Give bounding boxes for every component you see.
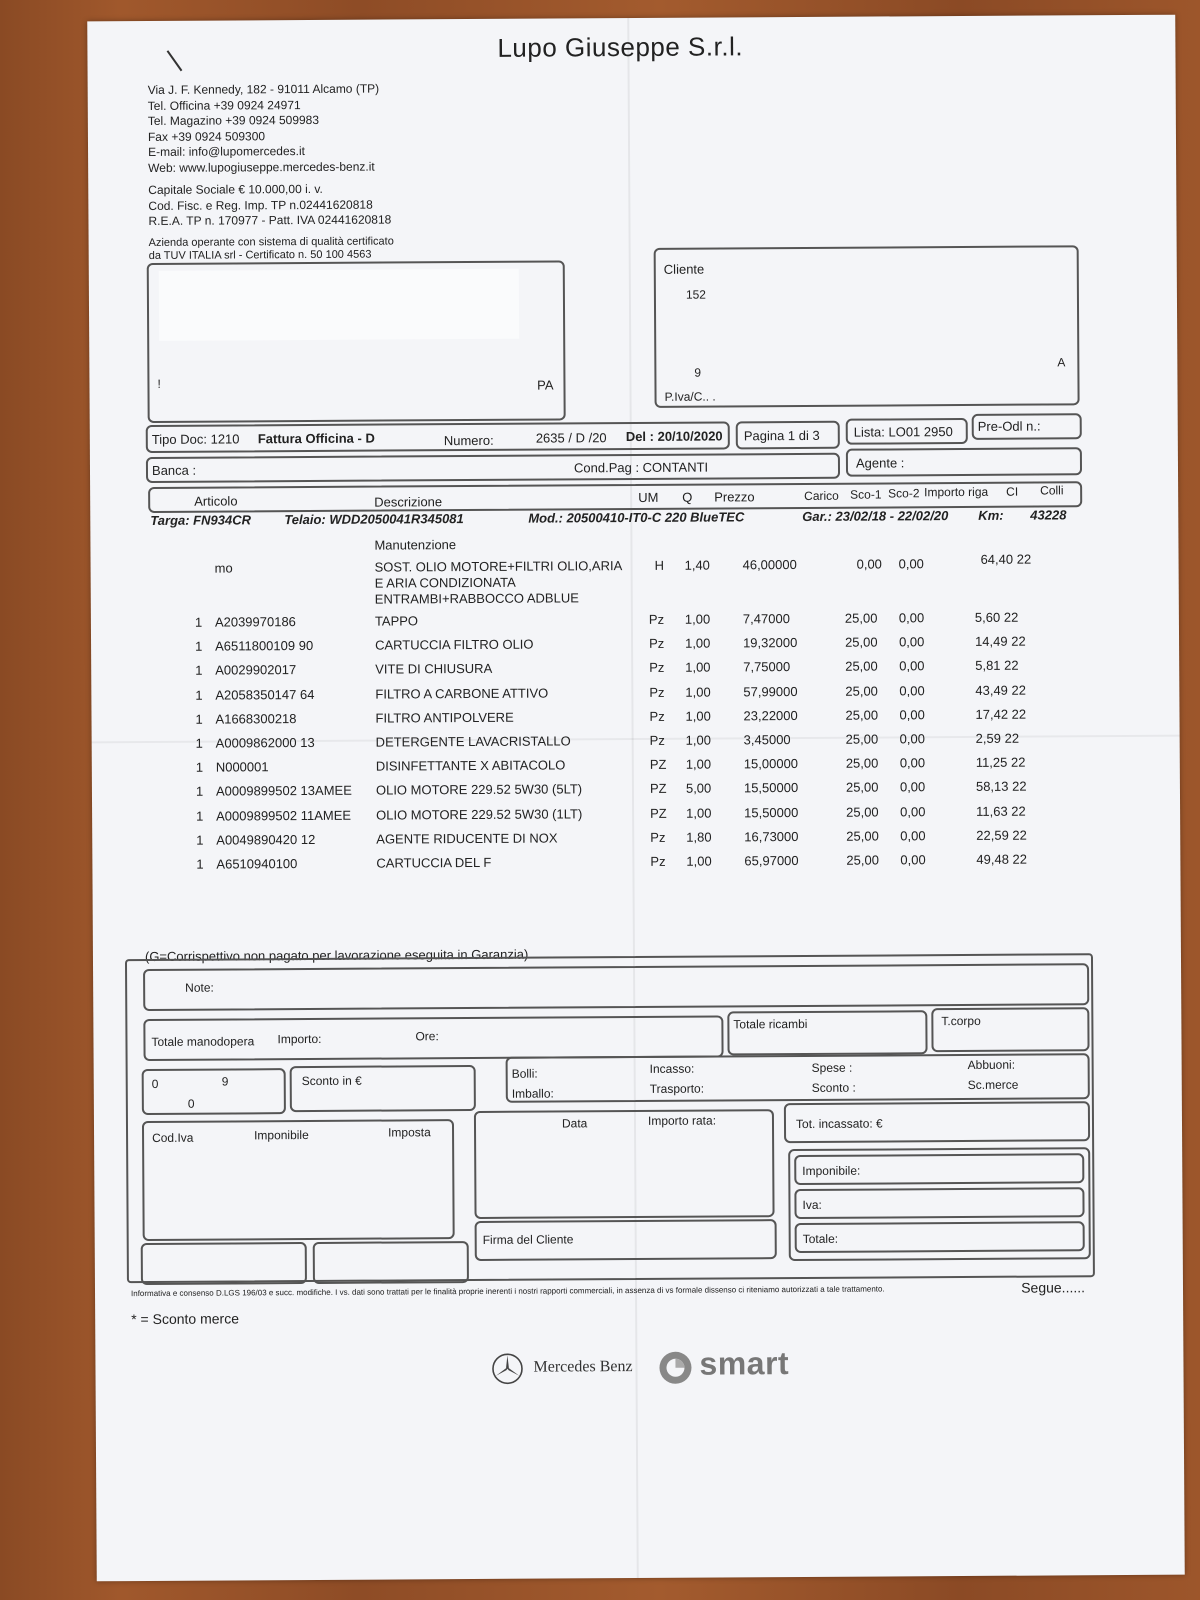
item-sc1: 25,00 <box>846 804 879 820</box>
company-name: Lupo Giuseppe S.r.l. <box>497 31 744 63</box>
item-price: 23,22000 <box>743 707 798 724</box>
agente-box <box>846 447 1082 476</box>
header-colli: Colli <box>1040 483 1064 498</box>
banca-row <box>146 453 840 483</box>
item-code: A0009899502 13AMEE <box>215 783 352 799</box>
values-box <box>142 1068 286 1115</box>
note-label: Note: <box>185 980 214 995</box>
header-carico: Carico <box>804 488 839 503</box>
company-cod-fisc: Cod. Fisc. e Reg. Imp. TP n.02441620818 <box>148 197 373 213</box>
table-row <box>155 633 1085 661</box>
item-q: 1,00 <box>685 756 712 772</box>
company-tel-magazino: Tel. Magazino +39 0924 509983 <box>147 112 320 128</box>
section-title: Manutenzione <box>374 537 457 553</box>
rate-box <box>474 1109 775 1219</box>
smart-brand: smart <box>699 1345 790 1382</box>
sconto-merce-note: * = Sconto merce <box>131 1310 240 1328</box>
item-sc2: 0,00 <box>900 803 926 819</box>
header-um: UM <box>638 489 659 505</box>
tcorpo-label: T.corpo <box>941 1013 981 1029</box>
item-code: A0049890420 12 <box>216 831 316 848</box>
totale-manodopera-label: Totale manodopera <box>151 1034 255 1049</box>
customer-line-right: A <box>1057 355 1066 370</box>
item-um: PZ <box>649 781 667 797</box>
imposta-label: Imposta <box>387 1125 431 1140</box>
item-sc2: 0,00 <box>900 852 926 868</box>
item-um: Pz <box>648 611 665 627</box>
imponibile-box <box>794 1153 1084 1185</box>
item-um: PZ <box>649 757 667 773</box>
pre-odl-box <box>972 413 1082 440</box>
item-q: 1,00 <box>685 635 711 651</box>
item-desc: DETERGENTE LAVACRISTALLO <box>375 733 571 750</box>
brand-logos <box>491 1341 1051 1404</box>
item-price: 15,00000 <box>743 756 799 772</box>
totale-ricambi-label: Totale ricambi <box>733 1016 808 1032</box>
vehicle-model: Mod.: 20500410-IT0-C 220 BlueTEC <box>528 509 745 526</box>
imponibile-col-label: Imponibile <box>254 1128 309 1143</box>
item-sc2: 0,00 <box>899 755 926 771</box>
item-code: A0029902017 <box>215 662 297 678</box>
labor-code: mo <box>214 560 233 576</box>
item-code: A0009862000 13 <box>215 734 315 751</box>
header-importo: Importo riga <box>924 484 989 500</box>
item-imp: 5,60 22 <box>974 609 1019 625</box>
invoice-paper <box>87 15 1185 1582</box>
item-sc1: 25,00 <box>845 634 878 650</box>
iva-table-box <box>142 1119 455 1241</box>
item-sc1: 25,00 <box>845 731 879 747</box>
bolli-box <box>506 1053 1090 1103</box>
item-qty: 1 <box>196 832 204 848</box>
item-q: 5,00 <box>685 780 712 797</box>
item-imp: 49,48 22 <box>976 851 1028 867</box>
customer-line-2: 9 <box>694 365 702 380</box>
cert-line-2: da TUV ITALIA srl - Certificato n. 50 100 4563 <box>148 248 372 262</box>
item-desc: AGENTE RIDUCENTE DI NOX <box>376 830 558 847</box>
totale-manodopera-box <box>143 1015 723 1061</box>
item-qty: 1 <box>195 663 203 679</box>
tcorpo-box <box>931 1007 1089 1052</box>
labor-sc2: 0,00 <box>898 556 924 572</box>
table-row <box>155 609 1085 637</box>
vehicle-warranty: Gar.: 23/02/18 - 22/02/20 <box>802 508 949 524</box>
bottom-box-2 <box>313 1241 469 1284</box>
table-row <box>156 754 1086 782</box>
item-sc2: 0,00 <box>899 658 925 674</box>
cod-iva-label: Cod.Iva <box>152 1130 194 1145</box>
garanzia-note: (G=Corrispettivo non pagato per lavorazione eseguita in Garanzia) <box>144 946 529 965</box>
value-0: 0 <box>151 1076 159 1091</box>
company-tel-officina: Tel. Officina +39 0924 24971 <box>147 97 301 113</box>
item-price: 15,50000 <box>743 780 799 796</box>
item-q: 1,00 <box>685 732 712 748</box>
item-qty: 1 <box>195 784 204 800</box>
vehicle-km: 43228 <box>1030 507 1067 523</box>
sconto-label: Sconto : <box>811 1080 856 1095</box>
company-address: Via J. F. Kennedy, 182 - 91011 Alcamo (TP) <box>147 81 380 97</box>
item-code: A1668300218 <box>215 710 297 727</box>
item-um: Pz <box>650 853 666 869</box>
item-imp: 11,25 22 <box>975 754 1026 771</box>
item-code: A0009899502 11AMEE <box>216 807 352 824</box>
final-totals-box <box>788 1147 1091 1261</box>
item-code: A2039970186 <box>214 614 296 630</box>
header-sco2: Sco-2 <box>888 486 920 501</box>
page-indicator: Pagina 1 di 3 <box>743 427 820 444</box>
item-q: 1,00 <box>686 853 712 869</box>
labor-sc1: 0,00 <box>856 556 882 572</box>
redacted-area <box>159 269 519 341</box>
labor-um: H <box>654 557 665 573</box>
item-imp: 22,59 22 <box>976 827 1027 843</box>
ore-label: Ore: <box>415 1029 439 1044</box>
item-imp: 5,81 22 <box>975 658 1019 674</box>
doc-type-name: Fattura Officina - D <box>257 430 375 447</box>
item-code: A2058350147 64 <box>215 686 315 703</box>
item-q: 1,00 <box>685 659 711 676</box>
segue-label: Segue...... <box>1021 1279 1086 1296</box>
item-price: 3,45000 <box>743 732 791 748</box>
item-price: 16,73000 <box>744 828 799 845</box>
trasporto-label: Trasporto: <box>649 1081 705 1096</box>
item-um: Pz <box>650 829 666 845</box>
table-row <box>156 730 1086 758</box>
item-sc2: 0,00 <box>900 828 926 844</box>
item-qty: 1 <box>195 711 203 727</box>
banca-label: Banca : <box>151 462 197 478</box>
item-sc2: 0,00 <box>898 610 925 626</box>
totals-section <box>125 953 1095 1283</box>
value-9: 9 <box>221 1074 229 1089</box>
item-imp: 11,63 22 <box>976 803 1026 819</box>
doc-type-row <box>146 421 730 453</box>
item-qty: 1 <box>194 614 203 630</box>
sconto-box <box>290 1065 476 1112</box>
item-price: 57,99000 <box>743 683 798 699</box>
lista: Lista: LO01 2950 <box>853 424 953 440</box>
item-code: A6511800109 90 <box>215 638 314 654</box>
spese-label: Spese : <box>811 1060 853 1075</box>
pre-odl: Pre-Odl n.: <box>977 418 1041 434</box>
totale-box <box>795 1221 1085 1253</box>
pen-mark-icon <box>165 49 185 73</box>
item-q: 1,00 <box>685 708 711 724</box>
doc-number: 2635 / D /20 <box>535 430 607 446</box>
bolli-label: Bolli: <box>511 1066 538 1081</box>
header-q: Q <box>682 489 693 505</box>
labor-importo: 64,40 22 <box>980 551 1032 567</box>
item-qty: 1 <box>195 759 204 775</box>
item-desc: VITE DI CHIUSURA <box>375 661 493 677</box>
item-price: 65,97000 <box>744 853 799 869</box>
item-sc2: 0,00 <box>899 634 925 650</box>
labor-desc-3: ENTRAMBI+RABBOCCO ADBLUE <box>374 590 579 607</box>
company-web: Web: www.lupogiuseppe.mercedes-benz.it <box>148 159 375 175</box>
header-ci: CI <box>1006 484 1019 499</box>
scmerce-label: Sc.merce <box>967 1077 1019 1092</box>
company-certification <box>149 235 394 262</box>
item-sc1: 25,00 <box>846 828 879 844</box>
agente-label: Agente : <box>855 455 905 471</box>
privacy-notice: Informativa e consenso D.LGS 196/03 e succ. modifiche. I vs. dati sono trattati per le finalità proprie inerenti i nostri rapporti commerciali, in assenza di vs formale dissenso ci riteniamo autorizzati a tale trattamento. <box>130 1284 885 1299</box>
item-price: 7,47000 <box>742 611 790 627</box>
item-um: Pz <box>649 708 665 724</box>
iva-label: Iva: <box>802 1197 822 1212</box>
item-um: Pz <box>649 660 665 676</box>
item-sc1: 25,00 <box>844 610 878 626</box>
table-row <box>156 803 1086 831</box>
item-qty: 1 <box>195 735 203 751</box>
labor-price: 46,00000 <box>742 557 797 573</box>
item-um: Pz <box>649 732 665 748</box>
item-q: 1,00 <box>686 805 712 821</box>
item-qty: 1 <box>196 808 204 824</box>
header-articolo: Articolo <box>194 493 238 509</box>
abbuoni-label: Abbuoni: <box>967 1057 1016 1072</box>
item-qty: 1 <box>195 687 203 703</box>
sconto-in-label: Sconto in € <box>301 1073 362 1089</box>
item-sc1: 25,00 <box>845 658 878 675</box>
company-legal <box>148 181 391 229</box>
bottom-box-1 <box>141 1242 307 1285</box>
item-sc2: 0,00 <box>899 779 926 795</box>
labor-q: 1,40 <box>684 557 710 573</box>
company-rea: R.E.A. TP n. 170977 - Patt. IVA 02441620818 <box>148 212 392 228</box>
vehicle-km-label: Km: <box>978 507 1004 523</box>
company-fax: Fax +39 0924 509300 <box>147 128 266 144</box>
tot-incassato-box <box>784 1101 1090 1143</box>
item-imp: 58,13 22 <box>975 779 1027 795</box>
company-contacts <box>148 82 380 176</box>
item-imp: 2,59 22 <box>975 730 1020 746</box>
page-indicator-box <box>736 421 840 450</box>
item-sc1: 25,00 <box>845 683 878 699</box>
totale-ricambi-box <box>727 1010 927 1055</box>
item-sc1: 25,00 <box>845 755 879 771</box>
data-label: Data <box>561 1116 588 1131</box>
imponibile-label: Imponibile: <box>802 1163 861 1178</box>
item-price: 7,75000 <box>743 659 791 675</box>
item-desc: DISINFETTANTE X ABITACOLO <box>375 757 566 774</box>
item-desc: CARTUCCIA FILTRO OLIO <box>375 636 534 653</box>
item-qty: 1 <box>196 856 204 872</box>
customer-piva: P.Iva/C.. . <box>664 389 716 404</box>
customer-label: Cliente <box>663 261 705 277</box>
doc-type: Tipo Doc: 1210 <box>151 431 240 447</box>
totale-label: Totale: <box>802 1231 839 1246</box>
item-sc1: 25,00 <box>846 852 879 868</box>
item-sc1: 25,00 <box>845 779 879 796</box>
labor-desc-1: SOST. OLIO MOTORE+FILTRI OLIO,ARIA <box>374 558 623 575</box>
item-sc2: 0,00 <box>899 682 925 698</box>
value-0b: 0 <box>187 1096 195 1111</box>
item-q: 1,00 <box>685 684 711 700</box>
recipient-box <box>147 260 566 423</box>
item-imp: 43,49 22 <box>975 682 1027 698</box>
table-row <box>156 851 1086 879</box>
item-imp: 17,42 22 <box>975 706 1027 722</box>
item-um: Pz <box>649 684 665 700</box>
labor-desc-2: E ARIA CONDIZIONATA <box>374 574 516 591</box>
item-imp: 14,49 22 <box>975 633 1026 650</box>
imballo-label: Imballo: <box>511 1086 554 1101</box>
table-row <box>155 706 1085 734</box>
recipient-mark: ! <box>157 376 161 391</box>
iva-box <box>794 1187 1084 1219</box>
table-row <box>156 827 1086 855</box>
table-row <box>155 682 1085 710</box>
item-desc: CARTUCCIA DEL F <box>376 854 492 871</box>
header-descrizione: Descrizione <box>374 494 443 510</box>
header-prezzo: Prezzo <box>714 489 755 505</box>
item-desc: FILTRO A CARBONE ATTIVO <box>375 685 549 702</box>
customer-line-1: 152 <box>685 287 706 302</box>
item-q: 1,80 <box>686 829 712 845</box>
item-price: 15,50000 <box>744 804 799 820</box>
table-row <box>155 658 1085 686</box>
vehicle-targa: Targa: FN934CR <box>150 512 251 528</box>
note-box <box>143 963 1089 1011</box>
item-code: N000001 <box>215 759 269 775</box>
importo-label: Importo: <box>277 1031 322 1047</box>
recipient-pa: PA <box>537 377 554 393</box>
customer-box <box>654 245 1080 408</box>
importo-rata-label: Importo rata: <box>647 1113 717 1128</box>
item-um: PZ <box>650 805 667 821</box>
smart-logo-icon <box>657 1350 693 1386</box>
lista-box <box>846 418 968 445</box>
item-desc: OLIO MOTORE 229.52 5W30 (5LT) <box>375 781 583 798</box>
item-q: 1,00 <box>684 611 711 627</box>
doc-date: Del : 20/10/2020 <box>625 428 723 445</box>
cond-pag: Cond.Pag : CONTANTI <box>573 459 709 476</box>
item-desc: FILTRO ANTIPOLVERE <box>375 709 514 726</box>
doc-number-label: Numero: <box>443 432 494 449</box>
item-code: A6510940100 <box>216 856 298 872</box>
item-price: 19,32000 <box>743 635 798 651</box>
firma-label: Firma del Cliente <box>482 1232 574 1247</box>
mercedes-brand: Mercedes Benz <box>533 1358 633 1376</box>
item-desc: TAPPO <box>374 613 419 629</box>
header-sco1: Sco-1 <box>850 487 882 502</box>
firma-box <box>475 1219 777 1261</box>
incasso-label: Incasso: <box>649 1061 695 1076</box>
item-desc: OLIO MOTORE 229.52 5W30 (1LT) <box>376 805 583 823</box>
mercedes-star-icon <box>491 1353 523 1385</box>
item-sc2: 0,00 <box>899 731 926 747</box>
item-um: Pz <box>649 636 665 652</box>
item-qty: 1 <box>195 638 203 654</box>
item-sc1: 25,00 <box>845 707 879 723</box>
company-email: E-mail: info@lupomercedes.it <box>148 144 306 159</box>
cert-line-1: Azienda operante con sistema di qualità certificato <box>148 235 394 249</box>
vehicle-telaio: Telaio: WDD2050041R345081 <box>284 511 464 528</box>
table-row <box>156 779 1086 807</box>
item-sc2: 0,00 <box>899 707 925 723</box>
company-capitale: Capitale Sociale € 10.000,00 i. v. <box>148 181 323 197</box>
tot-incassato-label: Tot. incassato: € <box>795 1116 883 1132</box>
